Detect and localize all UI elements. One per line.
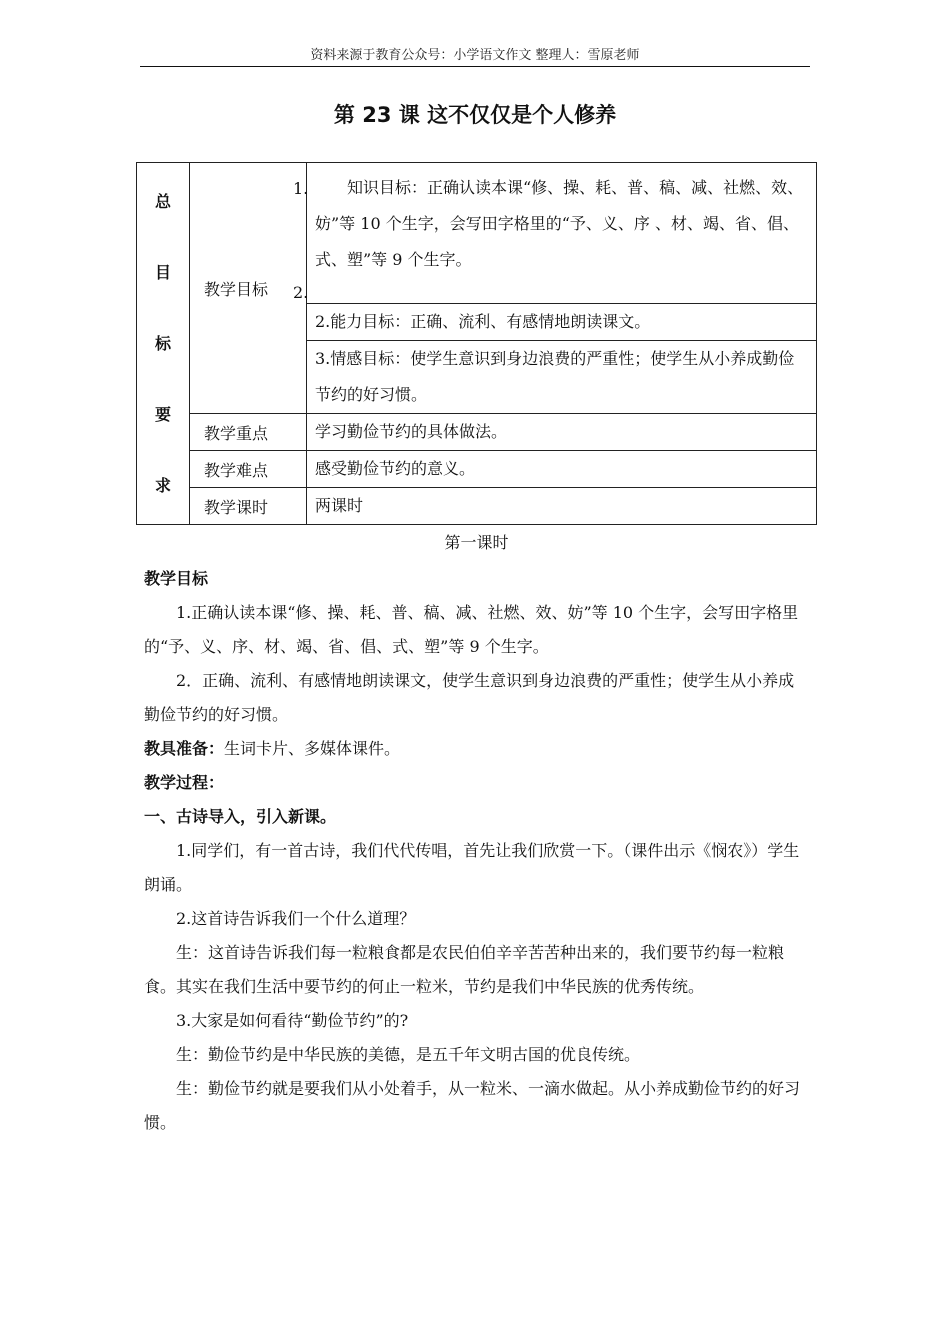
tools-value: 生词卡片、多媒体课件。 [224,739,401,758]
body-paragraph: 生：勤俭节约是中华民族的美德，是五千年文明古国的优良传统。 [176,1045,641,1064]
source-header: 资料来源于教育公众号：小学语文作文 整理人：雪原老师 [310,48,640,63]
difficulty-label: 教学难点 [190,451,307,488]
body-paragraph: 生：这首诗告诉我们每一粒粮食都是农民伯伯辛辛苦苦种出来的，我们要节约每一粒粮食。其实在我们生活中要节约的何止一粒米，节约是我们中华民族的优秀传统。 [144,943,785,996]
side-char: 标 [154,334,171,353]
body-paragraph: 生：勤俭节约就是要我们从小处着手，从一粒米、一滴水做起。从小养成勤俭节约的好习惯。 [144,1079,801,1132]
emotion-goal-cell: 3.情感目标：使学生意识到身边浪费的严重性；使学生从小养成勤俭节约的好习惯。 [307,341,817,414]
objectives-table [136,162,817,525]
hours-label: 教学课时 [190,488,307,525]
key-point-label: 教学重点 [190,414,307,451]
goal-paragraph: 1.正确认读本课“修、操、耗、普、稿、减、社燃、效、妨”等 10 个生字，会写田字格里的“予、义、序、材、竭、省、倡、式、塑”等 9 个生字。 [144,603,799,656]
tools-line [144,732,810,766]
lesson-body [144,562,810,1140]
goal-number: 1. [293,179,309,198]
knowledge-goal-text: 知识目标：正确认读本课“修、操、耗、普、稿、减、社燃、效、妨”等 10 个生字，会写田字格里的“予、义、序 、材、竭、省、倡、式、塑”等 9 个生字。 [315,178,804,269]
body-paragraph: 3.大家是如何看待“勤俭节约”的? [176,1011,409,1030]
header-divider [140,66,810,67]
process-heading: 教学过程： [144,773,225,792]
ability-goal-cell: 2.能力目标：正确、流利、有感情地朗读课文。 [307,304,817,341]
body-paragraph: 1.同学们，有一首古诗，我们代代传唱，首先让我们欣赏一下。（课件出示《悯农》）学生朗诵。 [144,841,800,894]
hours-value: 两课时 [307,488,817,525]
difficulty-value: 感受勤俭节约的意义。 [307,451,817,488]
key-point-value: 学习勤俭节约的具体做法。 [307,414,817,451]
table-side-heading [137,163,190,525]
lesson-title: 第 23 课 这不仅仅是个人修养 [333,103,617,127]
period-subtitle: 第一课时 [444,533,509,552]
side-char: 目 [154,263,171,282]
side-char: 总 [154,192,171,211]
side-char: 要 [154,405,171,424]
tools-label: 教具准备： [144,739,225,758]
goals-label: 教学目标 [190,163,307,414]
body-paragraph: 2.这首诗告诉我们一个什么道理？ [176,909,416,928]
goal-number: 2. [293,283,309,302]
goal-paragraph: 2．正确、流利、有感情地朗读课文，使学生意识到身边浪费的严重性；使学生从小养成勤俭节约的好习惯。 [144,671,795,724]
side-char: 求 [154,476,171,495]
section-heading: 一、古诗导入，引入新课。 [144,807,337,826]
knowledge-goal-cell [293,163,817,304]
goals-heading: 教学目标 [144,569,209,588]
